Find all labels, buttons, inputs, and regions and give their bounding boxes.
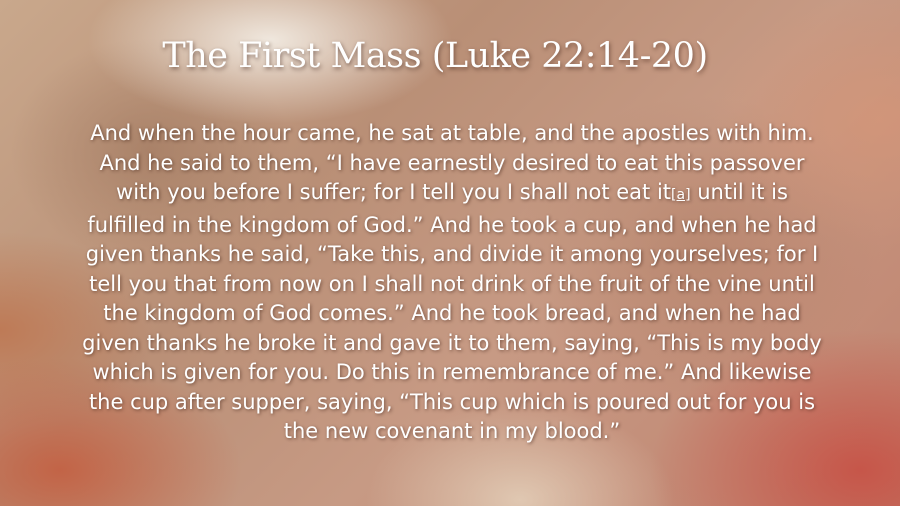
footnote-link[interactable]: [a]: [671, 187, 691, 203]
scripture-text-part-1: And when the hour came, he sat at table, and the apostles with him. And he said to them, “I have earnestly desired to eat this passover with you before I suffer; for I tell you I shall not eat it: [90, 121, 814, 204]
slide-title: The First Mass (Luke 22:14-20): [162, 36, 708, 76]
scripture-text: [76, 119, 828, 447]
scripture-text-part-2: until it is fulfilled in the kingdom of God.” And he took a cup, and when he had given thanks he said, “Take this, and divide it among yourselves; for I tell you that from now on I shall not drink of the fruit of the vine until the kingdom of God comes.” And he took bread, and when he had given thanks he broke it and gave it to them, saying, “This is my body which is given for you. Do this in remembrance of me.” And likewise the cup after supper, saying, “This cup which is poured out for you is the new covenant in my blood.”: [82, 180, 822, 443]
